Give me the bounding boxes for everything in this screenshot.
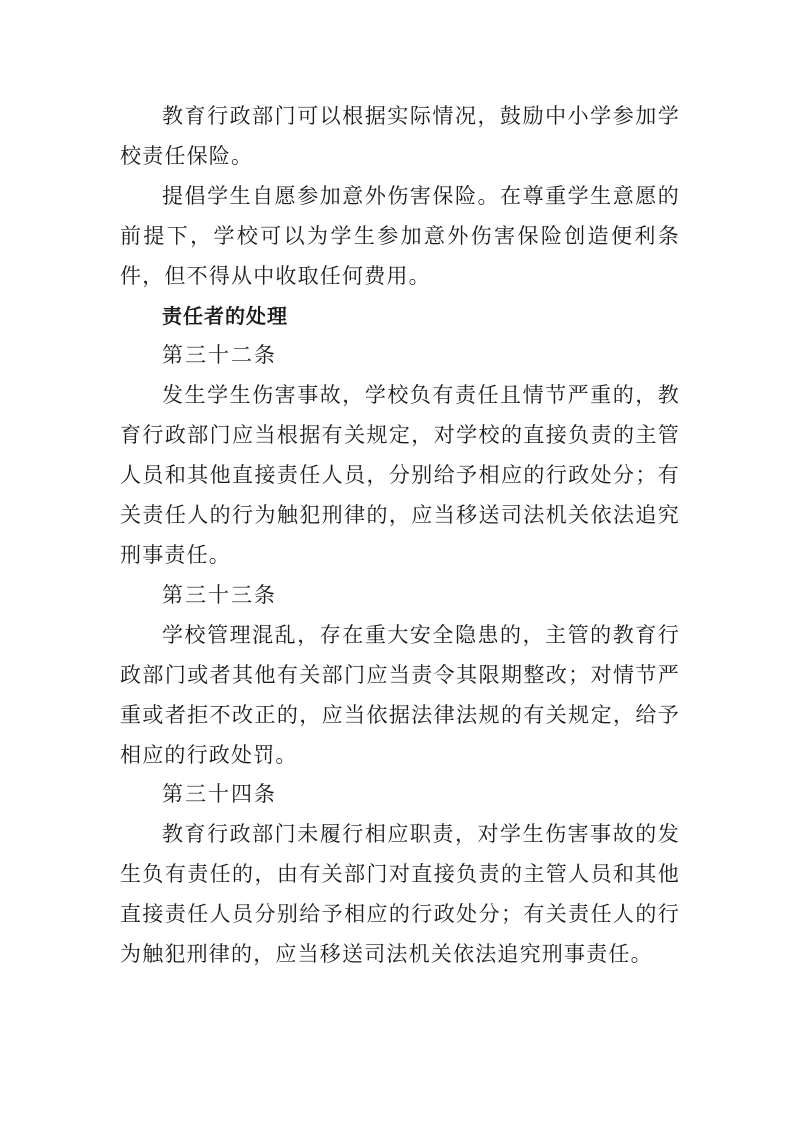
section-heading-responsibility: 责任者的处理 <box>162 303 288 328</box>
article-title-32: 第三十二条 <box>162 343 277 368</box>
paragraph-insurance-encouragement: 教育行政部门可以根据实际情况，鼓励中小学参加学校责任保险。 <box>120 104 680 168</box>
article-title-33: 第三十三条 <box>162 582 277 607</box>
article-body-33: 学校管理混乱，存在重大安全隐患的，主管的教育行政部门或者其他有关部门应当责令其限期整改；对情节严重或者拒不改正的，应当依据法律法规的有关规定，给予相应的行政处罚。 <box>120 622 680 767</box>
paragraph-accident-insurance: 提倡学生自愿参加意外伤害保险。在尊重学生意愿的前提下，学校可以为学生参加意外伤害保险创造便利条件，但不得从中收取任何费用。 <box>120 183 680 288</box>
document-body <box>120 97 680 975</box>
article-body-32: 发生学生伤害事故，学校负有责任且情节严重的，教育行政部门应当根据有关规定，对学校的直接负责的主管人员和其他直接责任人员，分别给予相应的行政处分；有关责任人的行为触犯刑律的，应当移送司法机关依法追究刑事责任。 <box>120 383 680 567</box>
article-title-34: 第三十四条 <box>162 782 277 807</box>
article-body-34: 教育行政部门未履行相应职责，对学生伤害事故的发生负有责任的，由有关部门对直接负责的主管人员和其他直接责任人员分别给予相应的行政处分；有关责任人的行为触犯刑律的，应当移送司法机关依法追究刑事责任。 <box>120 822 680 967</box>
